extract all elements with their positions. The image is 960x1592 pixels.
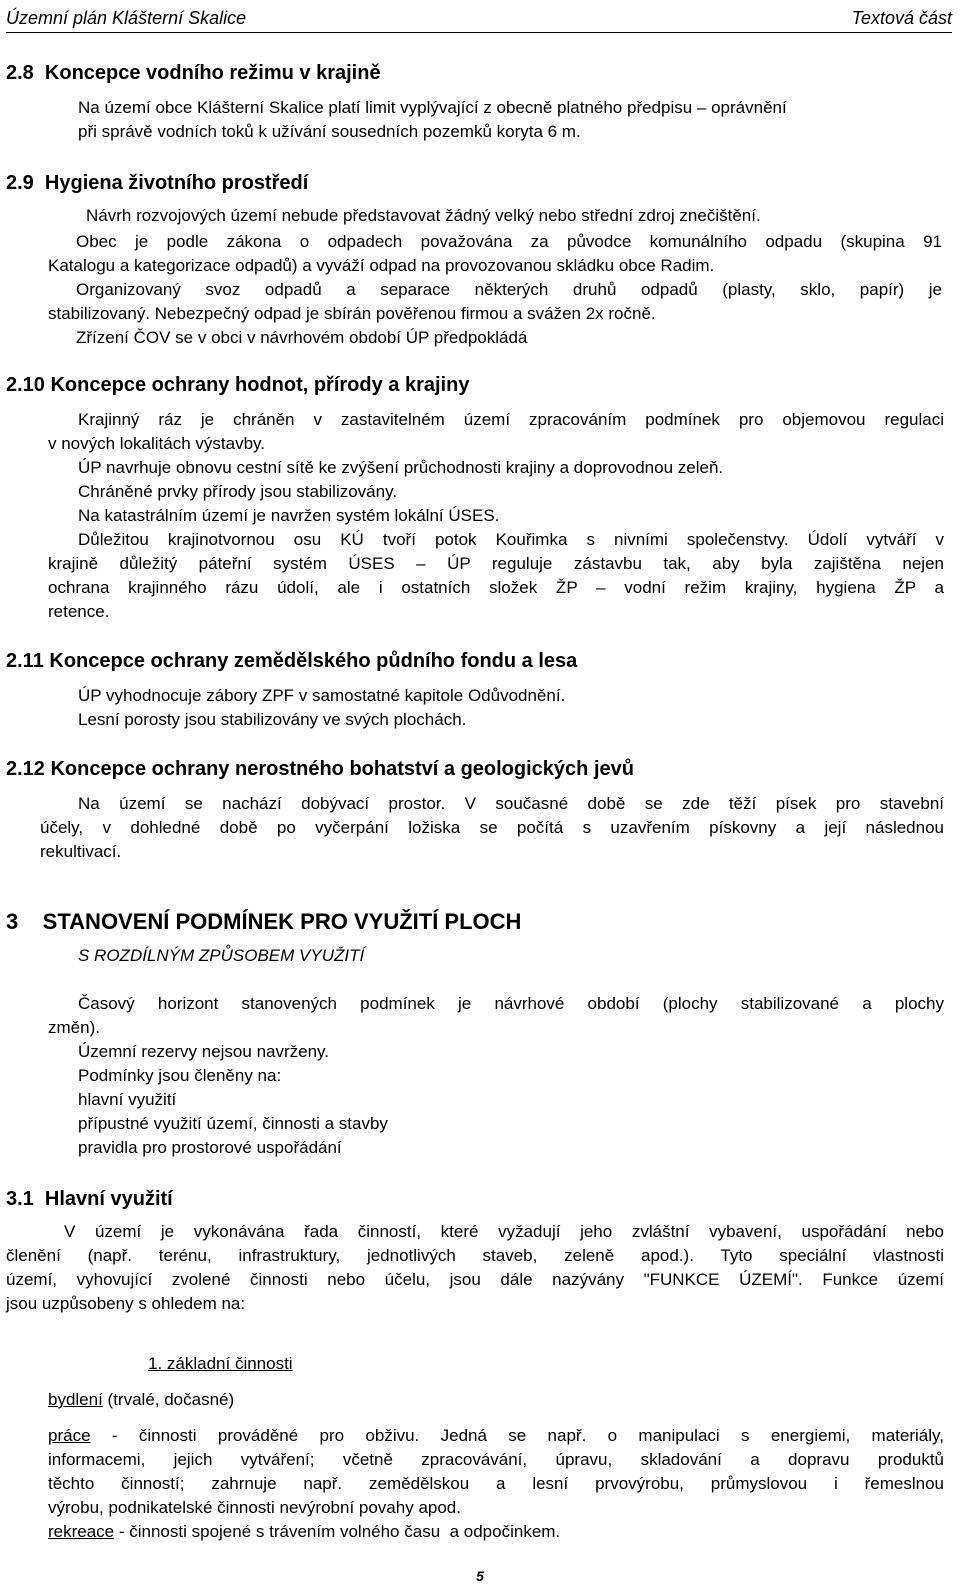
s31-prace-text: - činnosti prováděné pro obživu. Jedná se např. o manipulaci s energiemi, materiály,	[90, 1426, 944, 1445]
s28-line-1: Na území obce Klášterní Skalice platí limit vyplývající z obecně platného předpisu – oprávnění	[78, 98, 787, 117]
header-section-name: Textová část	[851, 8, 952, 28]
s3-line-2: změn).	[48, 1018, 100, 1037]
header-document-title: Územní plán Klášterní Skalice	[6, 8, 247, 28]
section-3-1-heading: 3.1 Hlavní využití	[6, 1188, 173, 1210]
s29-line-2: Obec je podle zákona o odpadech považována za původce komunálního odpadu (skupina 91	[76, 232, 942, 251]
s212-line-3: rekultivací.	[40, 842, 122, 861]
section-2-12-heading: 2.12 Koncepce ochrany nerostného bohatství a geologických jevů	[6, 758, 634, 780]
s3-list-item-3: pravidla pro prostorové uspořádání	[78, 1138, 342, 1157]
s31-subheading-basic-activities: 1. základní činnosti	[148, 1354, 293, 1373]
s31-rekreace-text: - činnosti spojené s trávením volného času a odpočinkem.	[114, 1522, 561, 1541]
s210-line-6: Důležitou krajinotvornou osu KÚ tvoří potok Kouřimka s nivními společenstvy. Údolí vytváří v	[78, 530, 944, 549]
s210-line-7: krajině důležitý páteřní systém ÚSES – ÚP reguluje zástavbu tak, aby byla zajištěna nejen	[48, 554, 944, 573]
chapter-3-heading: 3 STANOVENÍ PODMÍNEK PRO VYUŽITÍ PLOCH	[6, 909, 522, 934]
s31-line-4: jsou uzpůsobeny s ohledem na:	[6, 1294, 246, 1313]
s31-prace-line-3: těchto činností; zahrnuje např. zemědělskou a lesní prvovýrobu, průmyslovou i řemeslnou	[48, 1474, 944, 1493]
s31-prace-line-2: informacemi, jejich vytváření; včetně zpracovávání, úpravu, skladování a dopravu produktů	[48, 1450, 944, 1469]
s31-rekreace-item	[48, 1520, 560, 1544]
page-number: 5	[476, 1568, 484, 1584]
s210-line-8: ochrana krajinného rázu údolí, ale i ostatních složek ŽP – vodní režim krajiny, hygiena ŽP a	[48, 578, 944, 597]
s31-rekreace-term: rekreace	[48, 1522, 115, 1541]
s29-line-5: stabilizovaný. Nebezpečný odpad je sbírán pověřenou firmou a svážen 2x ročně.	[48, 304, 656, 323]
s210-line-3: ÚP navrhuje obnovu cestní sítě ke zvýšení průchodnosti krajiny a doprovodnou zeleň.	[78, 458, 724, 477]
s31-line-1: V území je vykonávána řada činností, které vyžadují jeho zvláštní vybavení, uspořádání nebo	[64, 1222, 944, 1241]
s210-line-1: Krajinný ráz je chráněn v zastavitelném území zpracováním podmínek pro objemovou regulaci	[78, 410, 944, 429]
chapter-3-subtitle: S ROZDÍLNÝM ZPŮSOBEM VYUŽITÍ	[78, 946, 365, 965]
s210-line-2: v nových lokalitách výstavby.	[48, 434, 265, 453]
s3-list-item-2: přípustné využití území, činnosti a stavby	[78, 1114, 388, 1133]
s31-prace-term: práce	[48, 1426, 91, 1445]
s210-line-5: Na katastrálním území je navržen systém lokální ÚSES.	[78, 506, 500, 525]
s3-list-item-1: hlavní využití	[78, 1090, 177, 1109]
s3-line-3: Územní rezervy nejsou navrženy.	[78, 1042, 330, 1061]
section-2-8-heading: 2.8 Koncepce vodního režimu v krajině	[6, 62, 381, 84]
s31-bydleni-term: bydlení	[48, 1390, 103, 1409]
s3-line-4: Podmínky jsou členěny na:	[78, 1066, 282, 1085]
s29-line-3: Katalogu a kategorizace odpadů) a vyváží odpad na provozovanou skládku obce Radim.	[48, 256, 715, 275]
s29-line-1: Návrh rozvojových území nebude představovat žádný velký nebo střední zdroj znečištění.	[86, 206, 761, 225]
s211-line-2: Lesní porosty jsou stabilizovány ve svých plochách.	[78, 710, 467, 729]
s210-line-9: retence.	[48, 602, 110, 621]
page-header	[6, 4, 952, 33]
section-2-10-heading: 2.10 Koncepce ochrany hodnot, přírody a krajiny	[6, 374, 470, 396]
s31-line-3: území, vyhovující zvolené činnosti nebo účelu, jsou dále nazývány "FUNKCE ÚZEMÍ". Funkce území	[6, 1270, 944, 1289]
s31-prace-line-4: výrobu, podnikatelské činnosti nevýrobní povahy apod.	[48, 1498, 461, 1517]
s28-line-2: při správě vodních toků k užívání sousedních pozemků koryta 6 m.	[78, 122, 581, 141]
s212-line-1: Na území se nachází dobývací prostor. V současné době se zde těží písek pro stavební	[78, 794, 944, 813]
s31-prace-item	[48, 1424, 944, 1448]
s29-line-6: Zřízení ČOV se v obci v návrhovém období ÚP předpokládá	[76, 328, 528, 347]
s212-line-2: účely, v dohledné době po vyčerpání ložiska se počítá s uzavřením pískovny a její následnou	[40, 818, 944, 837]
s210-line-4: Chráněné prvky přírody jsou stabilizovány.	[78, 482, 398, 501]
section-2-9-heading: 2.9 Hygiena životního prostředí	[6, 172, 309, 194]
s211-line-1: ÚP vyhodnocuje zábory ZPF v samostatné kapitole Odůvodnění.	[78, 686, 566, 705]
s31-bydleni-item	[48, 1388, 234, 1412]
s31-line-2: členění (např. terénu, infrastruktury, jednotlivých staveb, zeleně apod.). Tyto speciální vlastnosti	[6, 1246, 944, 1265]
s29-line-4: Organizovaný svoz odpadů a separace některých druhů odpadů (plasty, sklo, papír) je	[76, 280, 942, 299]
s3-line-1: Časový horizont stanovených podmínek je návrhové období (plochy stabilizované a plochy	[78, 994, 944, 1013]
s31-bydleni-text: (trvalé, dočasné)	[102, 1390, 235, 1409]
section-2-11-heading: 2.11 Koncepce ochrany zemědělského půdního fondu a lesa	[6, 650, 578, 672]
